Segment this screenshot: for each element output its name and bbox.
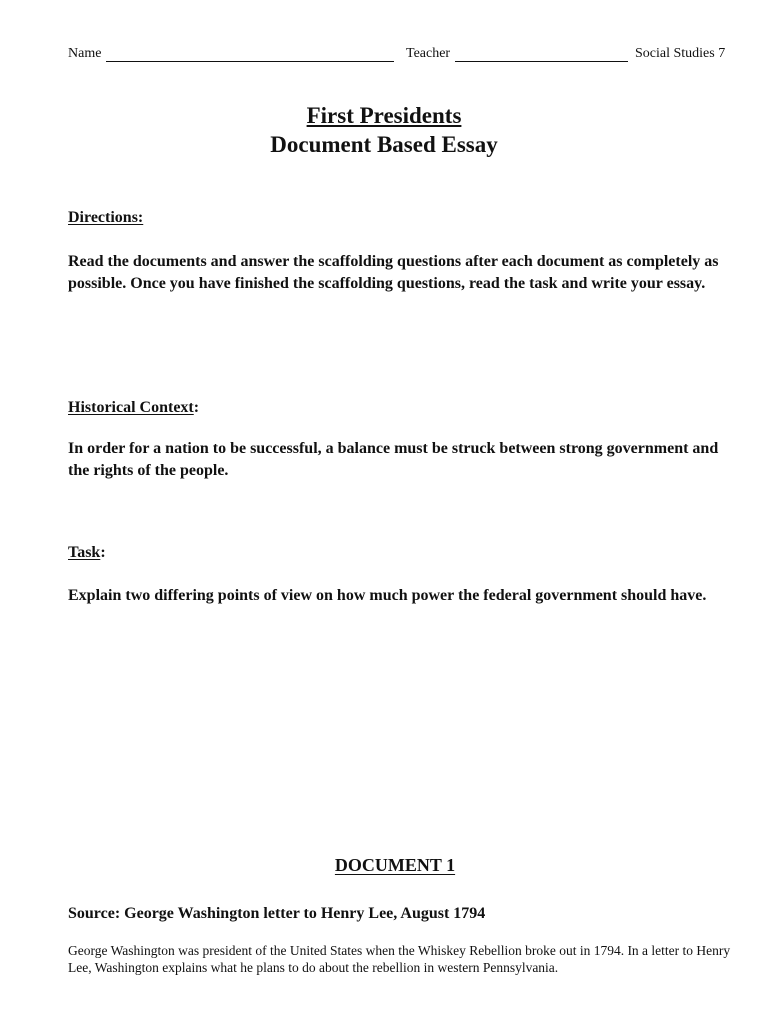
teacher-blank-line bbox=[455, 46, 628, 62]
document-1-source: Source: George Washington letter to Henry Lee, August 1794 bbox=[68, 905, 486, 922]
title-line-1: First Presidents bbox=[306, 103, 462, 128]
task-colon: : bbox=[100, 544, 106, 561]
directions-heading-text: Directions: bbox=[68, 209, 144, 226]
task-heading bbox=[68, 544, 106, 562]
document-1-description: George Washington was president of the United States when the Whiskey Rebellion broke out in 1794. In a letter to Henry Lee, Washington explains what he plans to do about the rebellion in western Pennsylvania. bbox=[68, 943, 731, 975]
teacher-label: Teacher bbox=[406, 46, 451, 61]
page-title bbox=[0, 102, 768, 130]
page-subtitle: Document Based Essay bbox=[270, 132, 498, 157]
directions-heading bbox=[68, 209, 143, 227]
directions-text: Read the documents and answer the scaffolding questions after each document as completely as possible. Once you have finished the scaffolding questions, read the task and write your essay. bbox=[68, 253, 719, 292]
student-info-header bbox=[68, 46, 736, 66]
historical-context-colon: : bbox=[193, 399, 200, 416]
task-heading-text: Task bbox=[68, 544, 101, 561]
document-1-heading bbox=[0, 855, 768, 876]
historical-context-heading-text: Historical Context bbox=[68, 399, 194, 416]
name-blank-line bbox=[106, 46, 394, 62]
name-label: Name bbox=[68, 46, 102, 61]
task-text: Explain two differing points of view on how much power the federal government should have. bbox=[68, 587, 707, 604]
document-1-heading-text: DOCUMENT 1 bbox=[334, 855, 456, 875]
historical-context-heading bbox=[68, 399, 199, 417]
historical-context-text: In order for a nation to be successful, a balance must be struck between strong government and the rights of the people. bbox=[68, 440, 719, 479]
course-label: Social Studies 7 bbox=[635, 46, 726, 61]
